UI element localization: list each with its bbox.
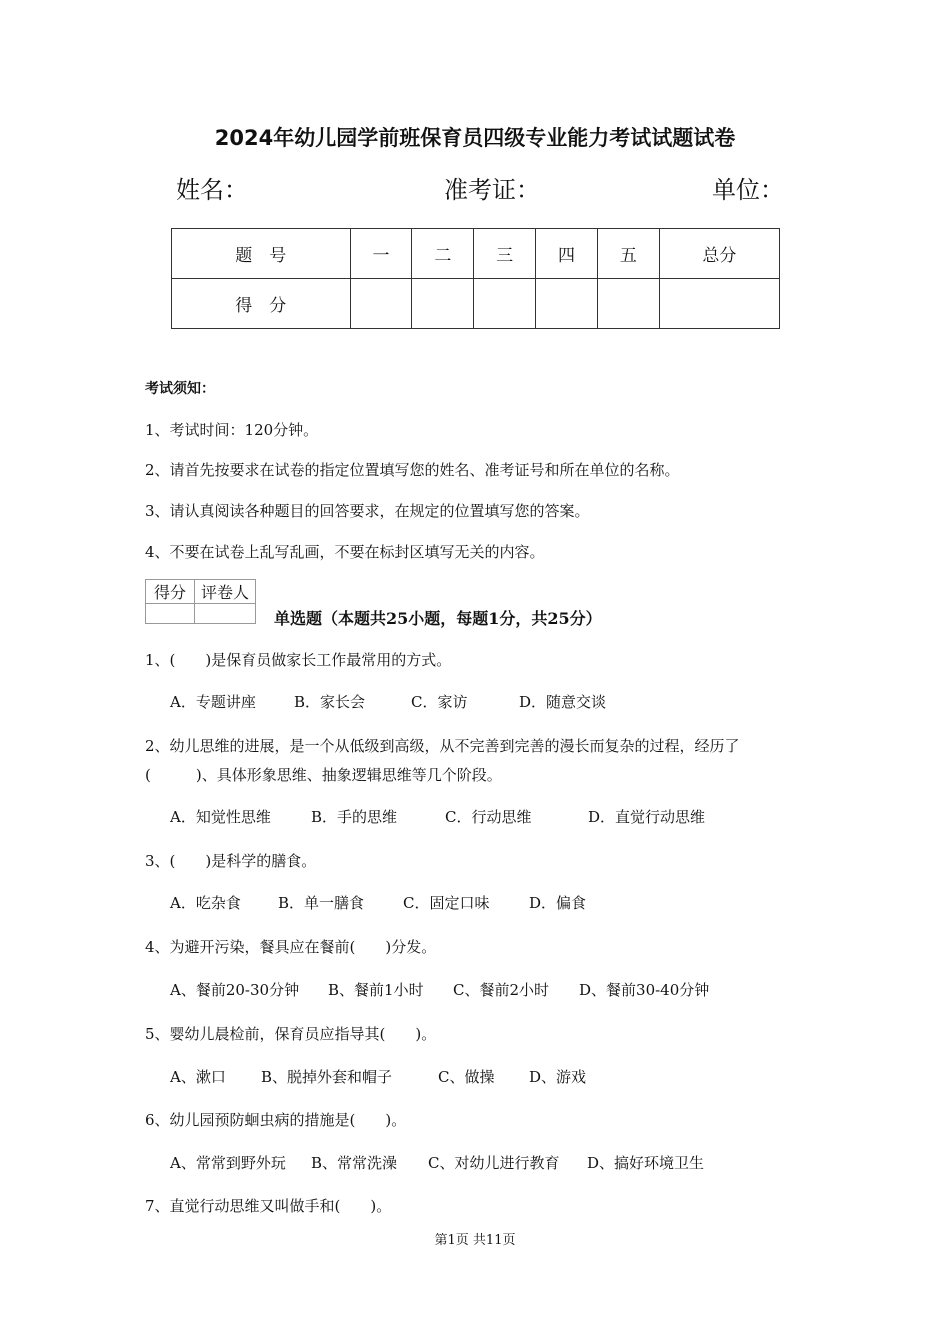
option[interactable]: B．家长会 (294, 693, 366, 711)
unit-field-label: 单位： (712, 176, 784, 204)
score-table (171, 228, 780, 329)
option[interactable]: A．吃杂食 (170, 894, 241, 912)
option[interactable]: C．行动思维 (445, 808, 532, 826)
score-cell[interactable] (597, 279, 659, 329)
section-title: 单选题（本题共25小题，每题1分，共25分） (274, 609, 602, 628)
question-options (170, 806, 705, 827)
option[interactable]: B．单一膳食 (278, 894, 365, 912)
option[interactable]: D、搞好环境卫生 (587, 1154, 705, 1172)
grader-table (145, 579, 256, 624)
score-header-cell: 总分 (659, 229, 779, 279)
option[interactable]: B、餐前1小时 (328, 981, 424, 999)
option[interactable]: D．偏食 (529, 894, 587, 912)
grader-score-label: 得分 (146, 580, 195, 604)
score-cell[interactable] (350, 279, 412, 329)
question-options (170, 892, 586, 913)
name-field-label: 姓名： (176, 176, 248, 204)
score-header-cell: 题 号 (172, 229, 351, 279)
option[interactable]: C、做操 (438, 1068, 495, 1086)
option[interactable]: A、餐前20-30分钟 (170, 981, 300, 999)
option[interactable]: C、对幼儿进行教育 (428, 1154, 560, 1172)
score-cell[interactable] (536, 279, 598, 329)
grader-score-cell[interactable] (146, 604, 195, 624)
score-header-cell: 一 (350, 229, 412, 279)
notice-item: 3、请认真阅读各种题目的回答要求，在规定的位置填写您的答案。 (145, 502, 590, 520)
score-cell[interactable] (474, 279, 536, 329)
option[interactable]: A．知觉性思维 (170, 808, 271, 826)
notice-heading: 考试须知： (145, 381, 215, 397)
notice-item: 4、不要在试卷上乱写乱画，不要在标封区填写无关的内容。 (145, 543, 545, 561)
score-header-cell: 四 (536, 229, 598, 279)
question-options (170, 979, 709, 1000)
question-stem: 7、直觉行动思维又叫做手和( )。 (145, 1197, 392, 1215)
question-stem-continued: ( )、具体形象思维、抽象逻辑思维等几个阶段。 (145, 766, 502, 784)
option[interactable]: B、常常洗澡 (311, 1154, 398, 1172)
score-table-header-row (172, 229, 780, 279)
score-header-cell: 五 (597, 229, 659, 279)
option[interactable]: D．随意交谈 (519, 693, 607, 711)
question-options (170, 691, 606, 712)
question-stem: 5、婴幼儿晨检前，保育员应指导其( )。 (145, 1025, 437, 1043)
option[interactable]: A．专题讲座 (170, 693, 256, 711)
option[interactable]: B．手的思维 (311, 808, 398, 826)
score-cell[interactable] (412, 279, 474, 329)
question-options (170, 1066, 586, 1087)
score-cell[interactable] (659, 279, 779, 329)
page-footer: 第1页 共11页 (434, 1233, 516, 1248)
grader-name-cell[interactable] (195, 604, 256, 624)
score-header-cell: 三 (474, 229, 536, 279)
option[interactable]: D．直觉行动思维 (588, 808, 706, 826)
grader-name-label: 评卷人 (195, 580, 256, 604)
question-stem: 4、为避开污染，餐具应在餐前( )分发。 (145, 938, 437, 956)
option[interactable]: C．固定口味 (403, 894, 490, 912)
option[interactable]: A、常常到野外玩 (170, 1154, 286, 1172)
score-row-label: 得 分 (172, 279, 351, 329)
question-stem: 2、幼儿思维的进展，是一个从低级到高级，从不完善到完善的漫长而复杂的过程，经历了 (145, 737, 740, 755)
question-options (170, 1152, 704, 1173)
question-stem: 1、( )是保育员做家长工作最常用的方式。 (145, 651, 452, 669)
page-title: 2024年幼儿园学前班保育员四级专业能力考试试题试卷 (214, 126, 736, 150)
option[interactable]: B、脱掉外套和帽子 (261, 1068, 393, 1086)
option[interactable]: C．家访 (411, 693, 468, 711)
option[interactable]: C、餐前2小时 (453, 981, 550, 999)
notice-item: 2、请首先按要求在试卷的指定位置填写您的姓名、准考证号和所在单位的名称。 (145, 461, 680, 479)
score-header-cell: 二 (412, 229, 474, 279)
question-stem: 6、幼儿园预防蛔虫病的措施是( )。 (145, 1111, 407, 1129)
option[interactable]: D、餐前30-40分钟 (579, 981, 710, 999)
option[interactable]: A、漱口 (170, 1068, 226, 1086)
question-stem: 3、( )是科学的膳食。 (145, 852, 317, 870)
exam-id-field-label: 准考证： (444, 176, 540, 204)
score-table-score-row (172, 279, 780, 329)
notice-item: 1、考试时间：120分钟。 (145, 421, 319, 439)
option[interactable]: D、游戏 (529, 1068, 587, 1086)
